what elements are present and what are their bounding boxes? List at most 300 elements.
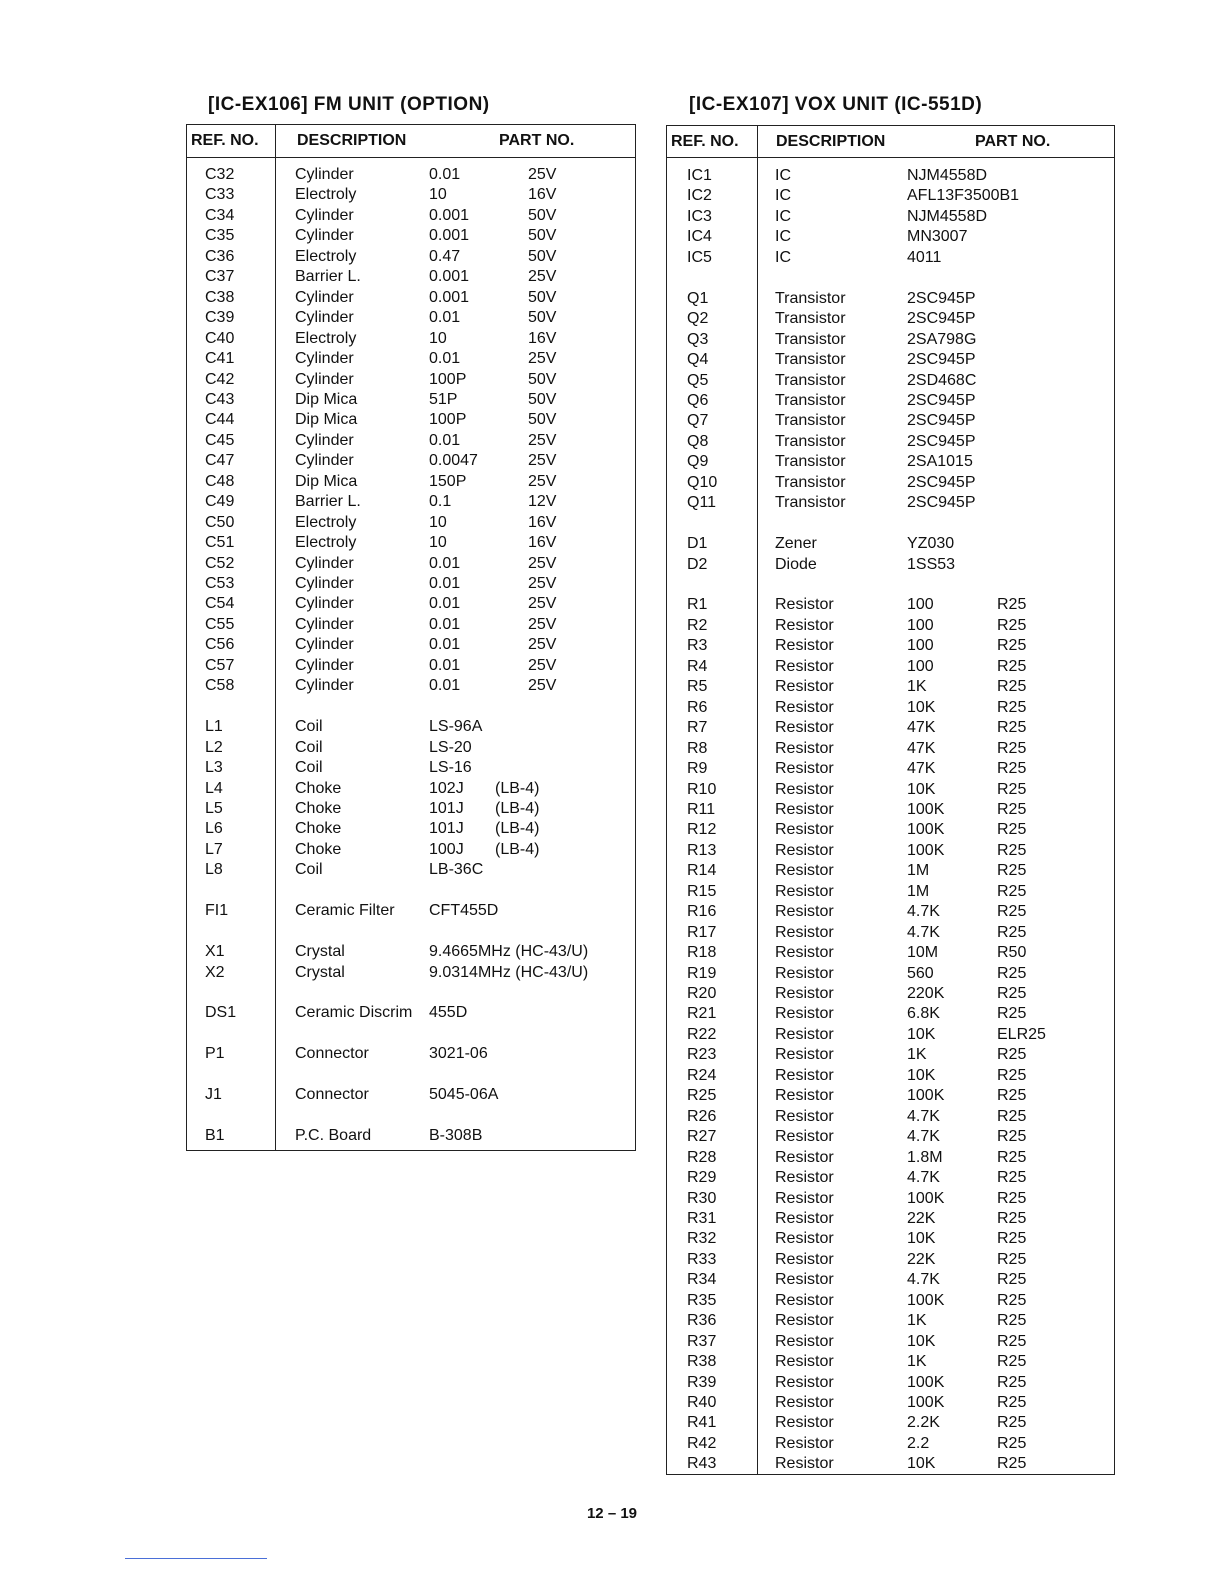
vox-desc: Resistor [775, 1373, 834, 1391]
fm-row [187, 1024, 635, 1044]
fm-rating: 25V [528, 554, 557, 572]
vox-rating: R25 [997, 1455, 1027, 1473]
vox-row [667, 1004, 1114, 1024]
vox-ref: R14 [687, 862, 717, 880]
fm-val: 3021-06 [429, 1045, 488, 1063]
vox-val: 4.7K [907, 903, 940, 921]
fm-ref: C32 [205, 166, 235, 183]
vox-rating: ELR25 [997, 1025, 1046, 1043]
fm-val: B-308B [429, 1127, 483, 1145]
vox-rating: R25 [997, 616, 1027, 634]
vox-val: 2SA1015 [907, 453, 973, 471]
vox-ref: R27 [687, 1128, 717, 1146]
fm-ref: C54 [205, 595, 235, 613]
fm-ref: C36 [205, 247, 235, 265]
fm-desc: Crystal [295, 963, 345, 981]
vox-ref: Q1 [687, 289, 709, 307]
vox-desc: Resistor [775, 923, 834, 941]
vox-val: 10K [907, 1025, 936, 1043]
fm-ref: C51 [205, 534, 235, 552]
fm-val: 0.01 [429, 677, 461, 695]
fm-row [187, 226, 635, 246]
fm-val: 0.1 [429, 493, 452, 511]
fm-rating: 25V [528, 656, 557, 674]
fm-val: 5045-06A [429, 1086, 499, 1104]
vox-ref: R12 [687, 821, 717, 839]
vox-desc: Resistor [775, 1312, 834, 1330]
fm-ref: FI1 [205, 902, 229, 920]
fm-row [187, 1085, 635, 1105]
fm-val: 51P [429, 390, 458, 408]
vox-desc: IC [775, 228, 791, 246]
vox-desc: Resistor [775, 1271, 834, 1289]
fm-ref: C43 [205, 390, 235, 408]
vox-row [667, 882, 1114, 902]
vox-val: 1K [907, 1353, 927, 1371]
vox-desc: IC [775, 187, 791, 205]
fm-row [187, 554, 635, 574]
fm-rating: 50V [528, 411, 557, 429]
vox-rating: R50 [997, 944, 1027, 962]
vox-desc: Resistor [775, 1414, 834, 1432]
vox-val: 1K [907, 678, 927, 696]
fm-desc: Barrier L. [295, 493, 361, 511]
fm-part-header: PART NO. [499, 132, 575, 149]
vox-val: 2SD468C [907, 371, 977, 389]
vox-row [667, 984, 1114, 1004]
vox-ref: R13 [687, 841, 717, 859]
vox-row [667, 718, 1114, 738]
vox-rating: R25 [997, 596, 1027, 614]
vox-ref: R35 [687, 1291, 717, 1309]
fm-row [187, 1106, 635, 1126]
fm-ref: L8 [205, 861, 223, 879]
fm-ref: C44 [205, 411, 235, 429]
vox-val: 47K [907, 760, 936, 778]
fm-desc: Electroly [295, 247, 357, 265]
vox-ref: R33 [687, 1250, 717, 1268]
vox-desc: Resistor [775, 1005, 834, 1023]
vox-row [667, 1291, 1114, 1311]
fm-rating: 25V [528, 350, 557, 368]
fm-row [187, 1003, 635, 1023]
vox-ref: R18 [687, 944, 717, 962]
vox-desc: Resistor [775, 1066, 834, 1084]
vox-val: 100K [907, 1394, 945, 1411]
fm-ref: C45 [205, 431, 235, 449]
vox-row [667, 1352, 1114, 1372]
vox-val: 1K [907, 1312, 927, 1330]
vox-row [667, 800, 1114, 820]
vox-val: 4.7K [907, 1107, 940, 1125]
fm-row [187, 370, 635, 390]
vox-val: 4.7K [907, 923, 940, 941]
fm-row [187, 1126, 635, 1146]
fm-row [187, 656, 635, 676]
fm-val: 100P [429, 411, 467, 429]
fm-row [187, 676, 635, 696]
vox-row [667, 371, 1114, 391]
vox-desc: Transistor [775, 330, 846, 348]
vox-rating: R25 [997, 862, 1027, 880]
fm-desc: Crystal [295, 943, 345, 961]
vox-row [667, 1107, 1114, 1127]
vox-val: NJM4558D [907, 167, 988, 184]
vox-desc: Resistor [775, 1230, 834, 1248]
fm-desc: Cylinder [295, 575, 354, 592]
fm-val: LS-16 [429, 759, 472, 777]
fm-unit-table [186, 124, 636, 1151]
vox-desc: Resistor [775, 841, 834, 859]
fm-desc: Choke [295, 779, 342, 797]
fm-ref: L6 [205, 820, 223, 838]
fm-desc: Connector [295, 1086, 369, 1104]
fm-ref: L7 [205, 840, 223, 858]
fm-rating: 50V [528, 370, 557, 388]
fm-desc: Cylinder [295, 288, 354, 306]
vox-val: 47K [907, 719, 936, 737]
fm-row [187, 963, 635, 983]
vox-row [667, 657, 1114, 677]
vox-row [667, 739, 1114, 759]
vox-row [667, 268, 1114, 288]
vox-row [667, 248, 1114, 268]
vox-desc: IC [775, 167, 791, 184]
vox-ref: Q8 [687, 432, 709, 450]
vox-rating: R25 [997, 1291, 1027, 1309]
vox-rating: R25 [997, 698, 1027, 716]
vox-ref: R32 [687, 1230, 717, 1248]
vox-val: 2SC945P [907, 391, 976, 409]
vox-row [667, 1229, 1114, 1249]
vox-ref: R28 [687, 1148, 717, 1166]
fm-desc: Coil [295, 718, 323, 736]
vox-rating: R25 [997, 1312, 1027, 1330]
vox-ref: R20 [687, 985, 717, 1002]
vox-ref: R10 [687, 780, 717, 798]
vox-val: 10K [907, 1230, 936, 1248]
vox-desc: Resistor [775, 1455, 834, 1473]
vox-row [667, 1086, 1114, 1106]
vox-rating: R25 [997, 1128, 1027, 1146]
fm-row [187, 922, 635, 942]
vox-ref: R37 [687, 1332, 717, 1350]
vox-row [667, 350, 1114, 370]
fm-val: 10 [429, 534, 447, 552]
vox-unit-table [666, 125, 1115, 1475]
fm-row [187, 860, 635, 880]
fm-rating: 25V [528, 166, 557, 183]
fm-desc: Connector [295, 1045, 369, 1063]
vox-desc: Resistor [775, 616, 834, 634]
vox-val: 4.7K [907, 1128, 940, 1146]
fm-val: 10 [429, 329, 447, 347]
fm-val: 0.01 [429, 575, 461, 592]
fm-ref: L3 [205, 759, 223, 777]
vox-row [667, 1127, 1114, 1147]
vox-desc: Resistor [775, 780, 834, 798]
vox-desc: Transistor [775, 289, 846, 307]
vox-desc: Transistor [775, 391, 846, 409]
fm-val: 100P [429, 370, 467, 388]
vox-rating: R25 [997, 1414, 1027, 1432]
vox-desc: Diode [775, 555, 817, 573]
vox-val: 220K [907, 985, 945, 1002]
fm-desc: Barrier L. [295, 268, 361, 286]
vox-ref: R42 [687, 1434, 717, 1452]
vox-ref: Q9 [687, 453, 709, 471]
vox-val: 10K [907, 1066, 936, 1084]
fm-val: 0.001 [429, 206, 470, 224]
fm-row [187, 983, 635, 1003]
vox-ref: R1 [687, 596, 708, 614]
fm-desc: Cylinder [295, 656, 354, 674]
vox-ref: Q4 [687, 351, 709, 369]
vox-ref: R31 [687, 1209, 717, 1227]
vox-desc: Resistor [775, 1394, 834, 1411]
fm-row [187, 165, 635, 185]
fm-ref: C53 [205, 575, 235, 592]
vox-ref: D1 [687, 535, 708, 553]
vox-desc: Resistor [775, 1332, 834, 1350]
vox-val: 100K [907, 1189, 945, 1207]
vox-ref: R19 [687, 964, 717, 982]
fm-row [187, 1065, 635, 1085]
fm-ref: C49 [205, 493, 235, 511]
fm-ref: L2 [205, 738, 223, 756]
fm-row [187, 267, 635, 287]
vox-ref: R26 [687, 1107, 717, 1125]
vox-rating: R25 [997, 985, 1027, 1002]
fm-val: 0.01 [429, 636, 461, 654]
fm-val: CFT455D [429, 902, 499, 920]
fm-desc: Dip Mica [295, 411, 358, 429]
fm-row [187, 410, 635, 430]
fm-val: LS-20 [429, 738, 472, 756]
fm-val: 455D [429, 1004, 468, 1022]
fm-row [187, 574, 635, 594]
fm-ref: C57 [205, 656, 235, 674]
fm-row [187, 615, 635, 635]
vox-val: 100 [907, 637, 934, 655]
fm-val: 0.01 [429, 309, 461, 327]
vox-ref: IC4 [687, 228, 712, 246]
fm-desc: Cylinder [295, 431, 354, 449]
vox-ref: R39 [687, 1373, 717, 1391]
vox-rating: R25 [997, 1373, 1027, 1391]
fm-desc: Choke [295, 820, 342, 838]
vox-ref: IC5 [687, 248, 712, 266]
vox-ref: R8 [687, 739, 708, 757]
vox-val: 100K [907, 821, 945, 839]
fm-ref: C56 [205, 636, 235, 654]
vox-rating: R25 [997, 821, 1027, 839]
fm-desc: Dip Mica [295, 390, 358, 408]
fm-row [187, 635, 635, 655]
vox-val: 22K [907, 1209, 936, 1227]
fm-ref: C38 [205, 288, 235, 306]
vox-val: 1SS53 [907, 555, 956, 573]
fm-desc: Cylinder [295, 166, 354, 183]
fm-desc: Choke [295, 799, 342, 817]
vox-rating: R25 [997, 780, 1027, 798]
vox-ref: R11 [687, 800, 716, 818]
vox-val: 2SC945P [907, 310, 976, 328]
vox-val: 100K [907, 800, 945, 818]
vox-row [667, 1373, 1114, 1393]
fm-rating: 25V [528, 636, 557, 654]
fm-val: 10 [429, 513, 447, 531]
fm-ref: C52 [205, 554, 235, 572]
fm-ref: X1 [205, 943, 225, 961]
fm-val: LS-96A [429, 718, 483, 736]
vox-rating: R25 [997, 739, 1027, 757]
vox-desc: Resistor [775, 964, 834, 982]
vox-desc: Resistor [775, 1353, 834, 1371]
vox-rating: R25 [997, 841, 1027, 859]
vox-val: 10K [907, 1455, 936, 1473]
fm-ref: C58 [205, 677, 235, 695]
vox-val: 10M [907, 944, 939, 962]
vox-desc: Resistor [775, 698, 834, 716]
vox-rating: R25 [997, 1394, 1027, 1411]
vox-ref: Q2 [687, 310, 709, 328]
vox-val: 100K [907, 841, 945, 859]
vox-row [667, 555, 1114, 575]
fm-desc: Coil [295, 861, 323, 879]
vox-desc: Resistor [775, 1128, 834, 1146]
vox-rating: R25 [997, 1209, 1027, 1227]
vox-row [667, 1189, 1114, 1209]
vox-row [667, 493, 1114, 513]
vox-rating: R25 [997, 1087, 1027, 1105]
fm-val: 0.001 [429, 288, 470, 306]
vox-val: 2SC945P [907, 432, 976, 450]
fm-ref: C41 [205, 350, 235, 368]
vox-row [667, 1025, 1114, 1045]
vox-desc: Resistor [775, 903, 834, 921]
vox-ref: R29 [687, 1169, 717, 1187]
fm-desc: Cylinder [295, 554, 354, 572]
fm-desc: Cylinder [295, 370, 354, 388]
vox-ref: R30 [687, 1189, 717, 1207]
fm-row [187, 349, 635, 369]
vox-desc: Transistor [775, 432, 846, 450]
vox-row [667, 1434, 1114, 1454]
vox-desc: Resistor [775, 1148, 834, 1166]
vox-val: 1.8M [907, 1148, 943, 1166]
fm-ref: B1 [205, 1127, 225, 1145]
vox-ref: R9 [687, 760, 708, 778]
vox-row [667, 1270, 1114, 1290]
vox-desc: Resistor [775, 1189, 834, 1207]
vox-desc: Resistor [775, 760, 834, 778]
vox-ref: R34 [687, 1271, 717, 1289]
fm-row [187, 185, 635, 205]
vox-row [667, 1250, 1114, 1270]
fm-row [187, 390, 635, 410]
vox-rating: R25 [997, 964, 1027, 982]
vox-unit-title: [IC-EX107] VOX UNIT (IC-551D) [689, 94, 983, 115]
vox-val: 6.8K [907, 1005, 940, 1023]
vox-desc: Resistor [775, 657, 834, 675]
vox-row [667, 902, 1114, 922]
vox-row [667, 1393, 1114, 1413]
vox-rating: R25 [997, 903, 1027, 921]
fm-rating: (LB-4) [495, 799, 540, 817]
fm-val: 0.47 [429, 247, 461, 265]
vox-desc: Resistor [775, 944, 834, 962]
fm-ref: L5 [205, 799, 223, 817]
vox-desc: Resistor [775, 1169, 834, 1187]
vox-val: 4.7K [907, 1169, 940, 1187]
fm-rating: 50V [528, 309, 557, 327]
vox-ref: R21 [687, 1005, 717, 1023]
vox-row [667, 575, 1114, 595]
vox-rating: R25 [997, 800, 1027, 818]
vox-row [667, 1311, 1114, 1331]
vox-val: 2SC945P [907, 473, 976, 491]
fm-rating: 25V [528, 575, 557, 592]
vox-rating: R25 [997, 1148, 1027, 1166]
vox-val: 100K [907, 1291, 945, 1309]
vox-row [667, 166, 1114, 186]
fm-ref-header: REF. NO. [191, 132, 259, 149]
footer-rule [125, 1558, 267, 1559]
fm-val: 9.4665MHz (HC-43/U) [429, 943, 589, 961]
fm-ref: C55 [205, 615, 235, 633]
fm-rating: (LB-4) [495, 820, 540, 838]
vox-ref: Q3 [687, 330, 709, 348]
vox-val: 22K [907, 1250, 936, 1268]
fm-rating: 25V [528, 268, 557, 286]
fm-rating: 50V [528, 227, 557, 245]
fm-rating: 50V [528, 247, 557, 265]
vox-rating: R25 [997, 760, 1027, 778]
vox-part-header: PART NO. [975, 133, 1051, 150]
vox-desc: Resistor [775, 1046, 834, 1064]
vox-row [667, 698, 1114, 718]
fm-desc: Electroly [295, 186, 357, 204]
fm-rating: 50V [528, 288, 557, 306]
fm-val: 0.01 [429, 615, 461, 633]
fm-row [187, 881, 635, 901]
vox-ref: R40 [687, 1394, 717, 1411]
vox-row [667, 411, 1114, 431]
vox-val: 2.2K [907, 1414, 940, 1432]
vox-val: 10K [907, 1332, 936, 1350]
vox-rating: R25 [997, 1005, 1027, 1023]
vox-row [667, 207, 1114, 227]
fm-desc: Electroly [295, 513, 357, 531]
vox-rating: R25 [997, 1046, 1027, 1064]
vox-desc: Transistor [775, 473, 846, 491]
vox-ref: R25 [687, 1087, 717, 1105]
fm-val: 0.01 [429, 595, 461, 613]
vox-val: 100 [907, 596, 934, 614]
vox-desc: Resistor [775, 862, 834, 880]
vox-ref: R15 [687, 882, 717, 900]
vox-row [667, 1148, 1114, 1168]
fm-rating: 25V [528, 472, 557, 490]
vox-desc: Resistor [775, 1434, 834, 1452]
vox-ref: Q11 [687, 494, 717, 512]
fm-row [187, 247, 635, 267]
fm-row [187, 840, 635, 860]
fm-val: 0.01 [429, 656, 461, 674]
fm-row [187, 738, 635, 758]
vox-val: MN3007 [907, 228, 968, 246]
